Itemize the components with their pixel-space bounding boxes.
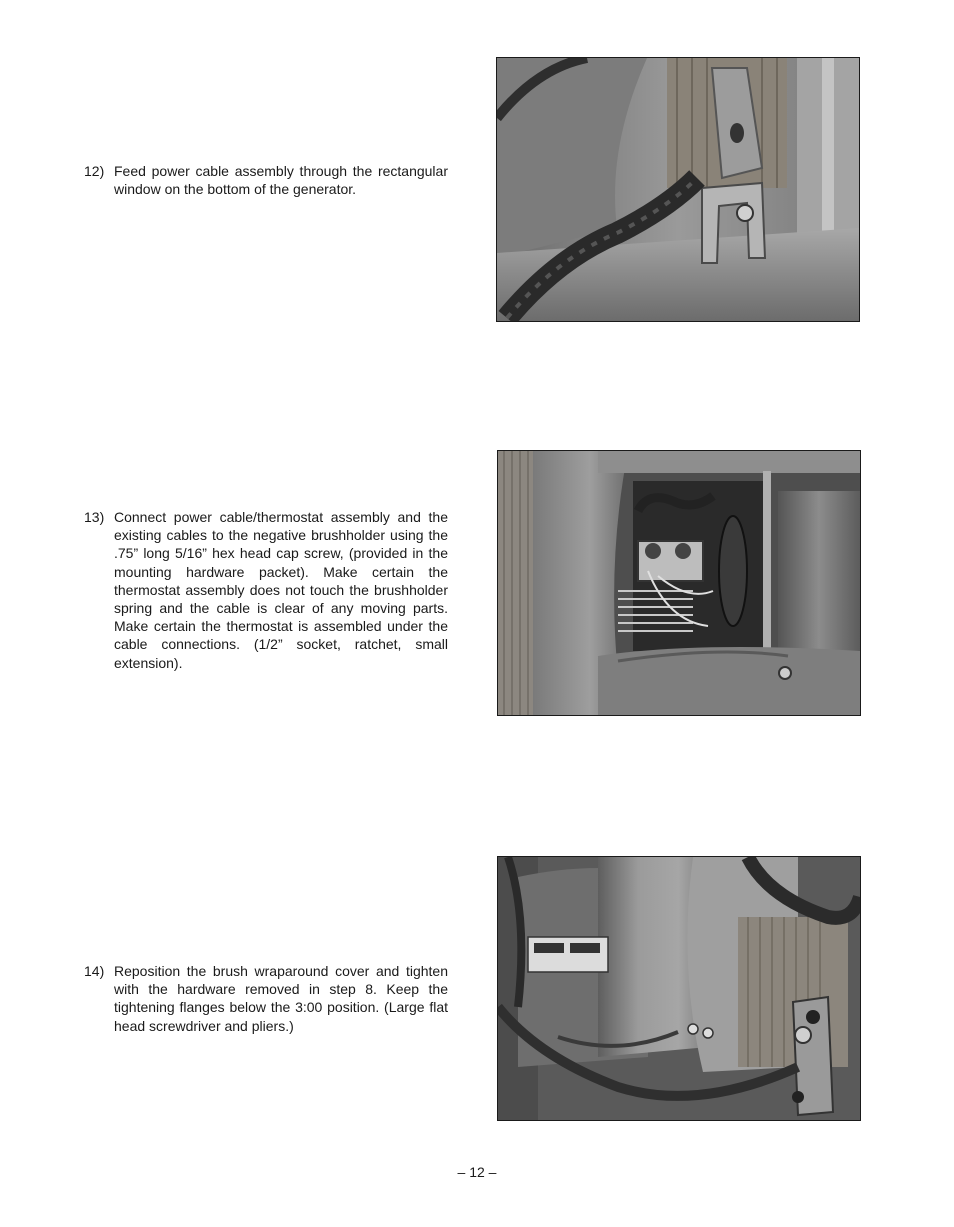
photo-brushholder-connection [497, 450, 861, 716]
page-number: – 12 – [457, 1164, 497, 1180]
step-text: Feed power cable assembly through the rectangular window on the bottom of the generator. [114, 163, 448, 198]
step-number: 12) [84, 163, 105, 179]
step-13 [84, 508, 448, 672]
step-14 [84, 962, 448, 1035]
photo-power-cable-window [496, 57, 860, 322]
step-text: Connect power cable/thermostat assembly and the existing cables to the negative brushholder using the .75” long 5/16” hex head cap screw, (provided in the mounting hardware packet). Make certain the thermostat assembly does not touch the brushholder spring and the cable is clear of any moving parts. Make certain the thermostat is assembled under the cable connections. (1/2” socket, ratchet, small extension). [114, 509, 448, 671]
step-number: 13) [84, 509, 105, 525]
photo-brush-wraparound-cover [497, 856, 861, 1121]
step-12 [84, 162, 448, 198]
step-text: Reposition the brush wraparound cover and tighten with the hardware removed in step 8. Keep the tightening flanges below the 3:00 position. (Large flat head screwdriver and pliers.) [114, 963, 448, 1034]
step-number: 14) [84, 963, 105, 979]
